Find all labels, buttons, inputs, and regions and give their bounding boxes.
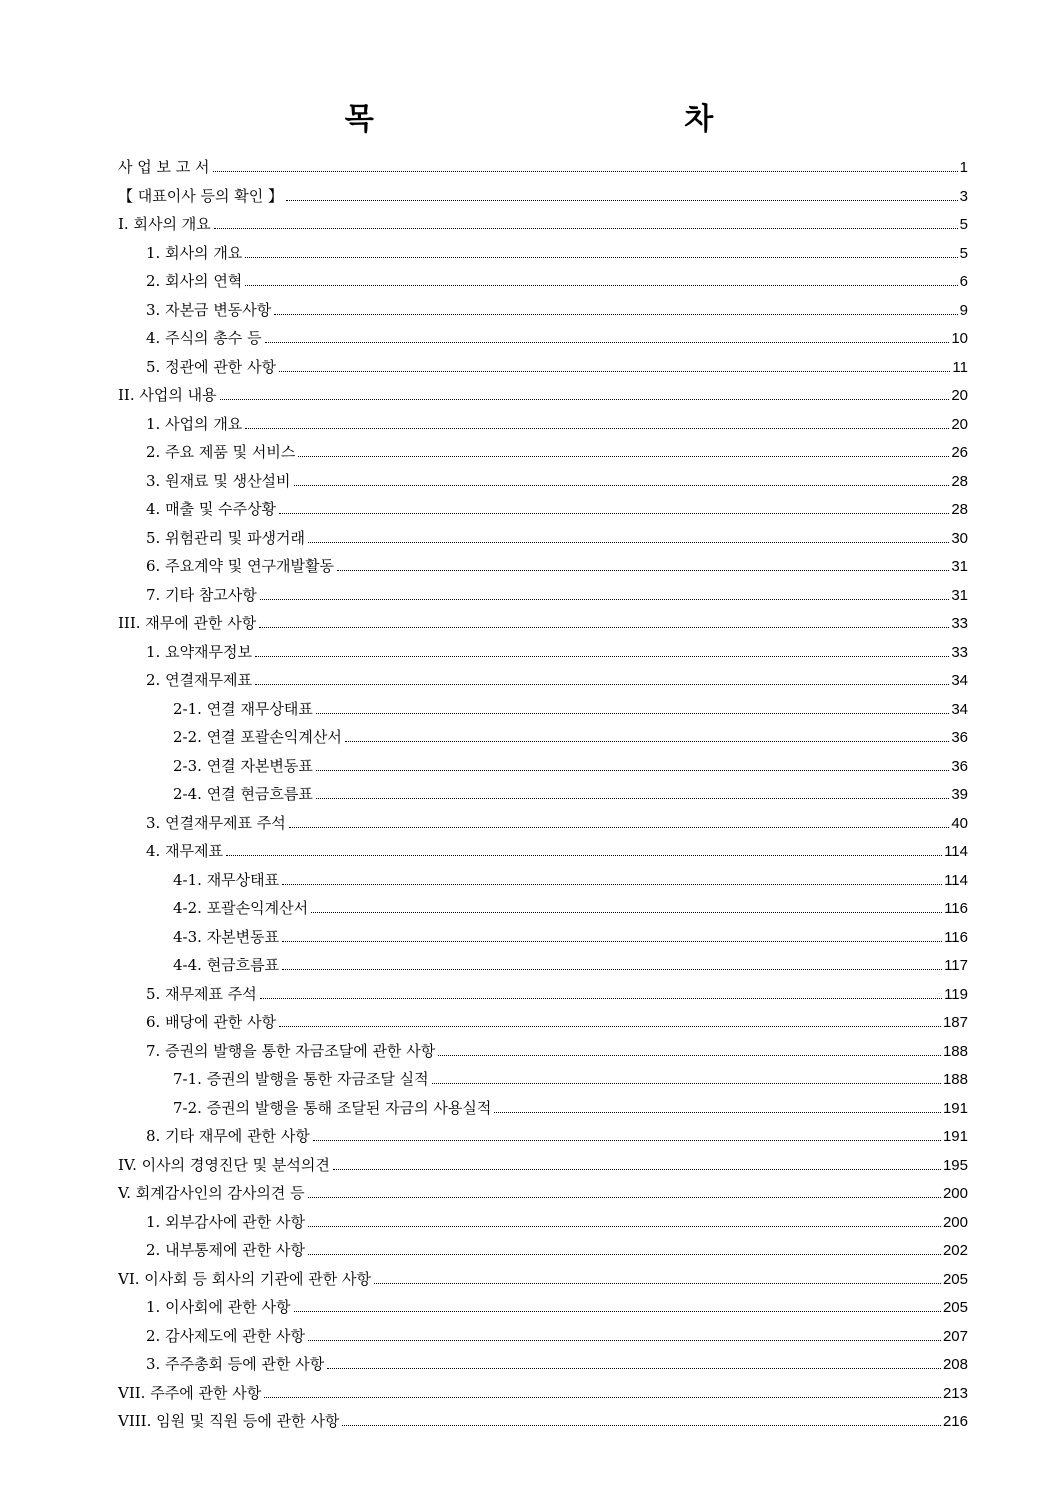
- toc-entry[interactable]: [118, 153, 968, 182]
- dot-leader: [432, 1083, 941, 1084]
- dot-leader: [245, 428, 949, 429]
- dot-leader: [308, 1226, 941, 1227]
- toc-entry[interactable]: [118, 1293, 968, 1322]
- dot-leader: [286, 200, 958, 201]
- toc-entry-label: 사 업 보 고 서: [118, 158, 210, 176]
- dot-leader: [289, 827, 950, 828]
- toc-entry-label: VII. 주주에 관한 사항: [118, 1383, 262, 1402]
- dot-leader: [279, 371, 950, 372]
- toc-entry[interactable]: [118, 923, 968, 952]
- dot-leader: [374, 1283, 941, 1284]
- toc-entry-label: 4-3. 자본변동표: [173, 927, 280, 946]
- toc-entry-page-number: 40: [951, 814, 968, 832]
- dot-leader: [260, 599, 950, 600]
- toc-entry-page-number: 202: [942, 1242, 968, 1259]
- toc-entry[interactable]: [118, 495, 968, 524]
- toc-entry-label: 2. 회사의 연혁: [146, 272, 243, 290]
- dot-leader: [345, 741, 949, 742]
- toc-entry[interactable]: [118, 894, 968, 923]
- toc-entry[interactable]: [118, 951, 968, 980]
- toc-entry[interactable]: [118, 438, 968, 467]
- page-title: 목 차: [344, 102, 864, 137]
- dot-leader: [260, 998, 942, 999]
- toc-entry-label: 3. 주주총회 등에 관한 사항: [146, 1355, 325, 1373]
- toc-entry[interactable]: [118, 1322, 968, 1351]
- toc-entry-page-number: 36: [951, 757, 968, 775]
- toc-entry-label: 6. 주요계약 및 연구개발활동: [146, 557, 335, 575]
- dot-leader: [316, 798, 949, 799]
- toc-entry[interactable]: [118, 1407, 968, 1436]
- toc-entry[interactable]: [118, 524, 968, 553]
- toc-entry[interactable]: [118, 1122, 968, 1151]
- dot-leader: [259, 627, 949, 628]
- toc-entry-page-number: 39: [951, 786, 968, 803]
- toc-entry[interactable]: [118, 1094, 968, 1123]
- toc-entry-page-number: 195: [942, 1156, 968, 1174]
- dot-leader: [279, 1026, 941, 1027]
- toc-entry[interactable]: [118, 552, 968, 581]
- dot-leader: [308, 542, 949, 543]
- toc-entry-page-number: 31: [951, 586, 968, 604]
- toc-entry-label: 1. 요약재무정보: [146, 642, 253, 661]
- toc-entry-page-number: 1: [959, 159, 968, 176]
- toc-entry[interactable]: [118, 1065, 968, 1094]
- toc-entry[interactable]: [118, 837, 968, 866]
- toc-entry[interactable]: [118, 866, 968, 895]
- dot-leader: [220, 399, 950, 400]
- dot-leader: [226, 855, 942, 856]
- toc-entry-label: 5. 재무제표 주석: [146, 984, 257, 1003]
- toc-entry-page-number: 34: [951, 700, 968, 718]
- dot-leader: [255, 684, 949, 685]
- toc-entry[interactable]: [118, 1236, 968, 1265]
- toc-entry[interactable]: [118, 296, 968, 325]
- toc-entry-page-number: 3: [959, 187, 968, 205]
- toc-entry-page-number: 114: [944, 871, 968, 889]
- dot-leader: [342, 1425, 941, 1426]
- toc-entry[interactable]: [118, 723, 968, 752]
- toc-entry-page-number: 208: [942, 1356, 968, 1373]
- toc-entry-page-number: 200: [942, 1185, 968, 1202]
- toc-entry-page-number: 191: [942, 1128, 968, 1145]
- toc-entry-label: 7. 기타 참고사항: [146, 585, 257, 604]
- toc-entry-label: 2. 연결재무제표: [146, 671, 253, 689]
- toc-entry-label: 2-4. 연결 현금흐름표: [173, 785, 313, 803]
- toc-entry-label: 【 대표이사 등의 확인 】: [118, 186, 283, 205]
- dot-leader: [264, 1397, 941, 1398]
- toc-entry-page-number: 114: [944, 843, 968, 860]
- toc-entry[interactable]: [118, 324, 968, 353]
- toc-entry[interactable]: [118, 609, 968, 638]
- toc-entry-page-number: 20: [951, 415, 968, 433]
- toc-entry-label: 1. 이사회에 관한 사항: [146, 1298, 291, 1316]
- dot-leader: [337, 570, 949, 571]
- dot-leader: [274, 314, 957, 315]
- toc-entry-label: 3. 연결재무제표 주석: [146, 813, 286, 832]
- dot-leader: [308, 1197, 941, 1198]
- toc-entry-label: II. 사업의 내용: [118, 386, 217, 404]
- toc-entry-page-number: 116: [944, 928, 968, 946]
- toc-entry-page-number: 28: [951, 501, 968, 518]
- dot-leader: [313, 1140, 941, 1141]
- toc-entry-page-number: 26: [951, 444, 968, 461]
- dot-leader: [282, 969, 942, 970]
- toc-entry-label: 1. 사업의 개요: [146, 414, 243, 433]
- toc-entry-label: 2-1. 연결 재무상태표: [173, 699, 313, 718]
- toc-entry[interactable]: [118, 353, 968, 382]
- dot-leader: [438, 1055, 941, 1056]
- dot-leader: [282, 941, 942, 942]
- dot-leader: [294, 1311, 941, 1312]
- toc-entry[interactable]: [118, 182, 968, 211]
- toc-entry[interactable]: [118, 267, 968, 296]
- toc-entry-page-number: 11: [952, 358, 968, 376]
- toc-entry-label: III. 재무에 관한 사항: [118, 614, 257, 632]
- toc-entry[interactable]: [118, 1037, 968, 1066]
- toc-entry[interactable]: [118, 638, 968, 667]
- dot-leader: [294, 485, 950, 486]
- dot-leader: [279, 513, 949, 514]
- toc-entry[interactable]: [118, 239, 968, 268]
- toc-entry-page-number: 6: [959, 273, 968, 290]
- toc-entry-label: 7. 증권의 발행을 통한 자금조달에 관한 사항: [146, 1041, 436, 1060]
- dot-leader: [316, 713, 949, 714]
- toc-entry-label: 4. 재무제표: [146, 842, 224, 860]
- dot-leader: [282, 884, 942, 885]
- toc-entry[interactable]: [118, 1008, 968, 1037]
- toc-entry-label: 2-2. 연결 포괄손익계산서: [173, 728, 342, 746]
- toc-entry-page-number: 207: [942, 1327, 968, 1345]
- toc-entry[interactable]: [118, 1208, 968, 1237]
- toc-entry-page-number: 117: [944, 957, 968, 974]
- toc-entry[interactable]: [118, 809, 968, 838]
- toc-entry-label: 3. 원재료 및 생산설비: [146, 471, 291, 490]
- dot-leader: [298, 456, 949, 457]
- toc-entry[interactable]: [118, 210, 968, 239]
- toc-entry-label: 4. 매출 및 수주상황: [146, 500, 277, 518]
- toc-entry[interactable]: [118, 780, 968, 809]
- toc-entry-page-number: 33: [951, 615, 968, 632]
- toc-entry-page-number: 10: [951, 330, 968, 347]
- toc-entry-page-number: 200: [942, 1213, 968, 1231]
- toc-entry-page-number: 31: [951, 558, 968, 575]
- dot-leader: [311, 912, 942, 913]
- dot-leader: [255, 656, 949, 657]
- toc-entry-page-number: 187: [942, 1014, 968, 1031]
- toc-entry-label: I. 회사의 개요: [118, 215, 211, 233]
- toc-entry-page-number: 5: [959, 244, 968, 262]
- toc-entry-page-number: 116: [944, 900, 968, 917]
- toc-entry-label: IV. 이사의 경영진단 및 분석의견: [118, 1155, 330, 1174]
- toc-entry-label: V. 회계감사인의 감사의견 등: [118, 1184, 305, 1202]
- toc-entry-page-number: 20: [951, 387, 968, 404]
- toc-entry-label: 4-2. 포괄손익계산서: [173, 899, 309, 917]
- dot-leader: [265, 342, 950, 343]
- toc-entry[interactable]: [118, 1265, 968, 1294]
- toc-entry-label: 8. 기타 재무에 관한 사항: [146, 1127, 310, 1145]
- toc-entry-label: 4. 주식의 총수 등: [146, 329, 262, 347]
- toc-entry-page-number: 216: [942, 1413, 968, 1430]
- toc-entry-label: VIII. 임원 및 직원 등에 관한 사항: [118, 1412, 340, 1430]
- toc-entry-page-number: 9: [959, 301, 968, 319]
- toc-entry-page-number: 30: [951, 529, 968, 547]
- toc-entry[interactable]: [118, 410, 968, 439]
- toc-entry-label: 6. 배당에 관한 사항: [146, 1013, 277, 1031]
- toc-entry-page-number: 28: [951, 472, 968, 490]
- toc-entry-label: 4-4. 현금흐름표: [173, 956, 280, 974]
- toc-entry-label: VI. 이사회 등 회사의 기관에 관한 사항: [118, 1269, 371, 1288]
- toc-entry-label: 2. 주요 제품 및 서비스: [146, 443, 296, 461]
- toc-entry[interactable]: [118, 1151, 968, 1180]
- toc-entry-label: 4-1. 재무상태표: [173, 870, 280, 889]
- toc-entry-page-number: 188: [942, 1042, 968, 1060]
- table-of-contents: [118, 153, 968, 1436]
- toc-entry-label: 1. 회사의 개요: [146, 243, 243, 262]
- toc-entry-label: 2-3. 연결 자본변동표: [173, 756, 313, 775]
- toc-entry[interactable]: [118, 980, 968, 1009]
- toc-entry-label: 5. 위험관리 및 파생거래: [146, 528, 306, 547]
- toc-entry[interactable]: [118, 1350, 968, 1379]
- toc-entry-label: 3. 자본금 변동사항: [146, 300, 272, 319]
- toc-entry-page-number: 188: [942, 1071, 968, 1088]
- toc-entry-page-number: 205: [942, 1299, 968, 1316]
- toc-entry[interactable]: [118, 381, 968, 410]
- toc-entry-label: 5. 정관에 관한 사항: [146, 357, 277, 376]
- dot-leader: [333, 1169, 941, 1170]
- toc-entry-page-number: 33: [951, 643, 968, 661]
- toc-entry[interactable]: [118, 1379, 968, 1408]
- dot-leader: [245, 285, 957, 286]
- dot-leader: [308, 1340, 941, 1341]
- toc-entry[interactable]: [118, 581, 968, 610]
- dot-leader: [213, 171, 958, 172]
- toc-entry[interactable]: [118, 695, 968, 724]
- dot-leader: [245, 257, 957, 258]
- toc-entry[interactable]: [118, 1179, 968, 1208]
- dot-leader: [494, 1112, 941, 1113]
- dot-leader: [214, 228, 958, 229]
- toc-entry-page-number: 191: [942, 1099, 968, 1117]
- toc-entry-label: 2. 내부통제에 관한 사항: [146, 1241, 306, 1259]
- toc-entry-page-number: 119: [944, 985, 968, 1003]
- toc-entry-page-number: 34: [951, 672, 968, 689]
- dot-leader: [327, 1368, 941, 1369]
- toc-entry-page-number: 213: [942, 1384, 968, 1402]
- toc-entry-label: 2. 감사제도에 관한 사항: [146, 1326, 306, 1345]
- toc-entry-page-number: 36: [951, 729, 968, 746]
- toc-entry-page-number: 205: [942, 1270, 968, 1288]
- toc-entry-label: 7-2. 증권의 발행을 통해 조달된 자금의 사용실적: [173, 1098, 492, 1117]
- dot-leader: [316, 770, 949, 771]
- toc-entry[interactable]: [118, 666, 968, 695]
- toc-entry-label: 1. 외부감사에 관한 사항: [146, 1212, 306, 1231]
- toc-entry-page-number: 5: [959, 216, 968, 233]
- dot-leader: [308, 1254, 941, 1255]
- toc-entry-label: 7-1. 증권의 발행을 통한 자금조달 실적: [173, 1070, 429, 1088]
- toc-entry[interactable]: [118, 467, 968, 496]
- toc-entry[interactable]: [118, 752, 968, 781]
